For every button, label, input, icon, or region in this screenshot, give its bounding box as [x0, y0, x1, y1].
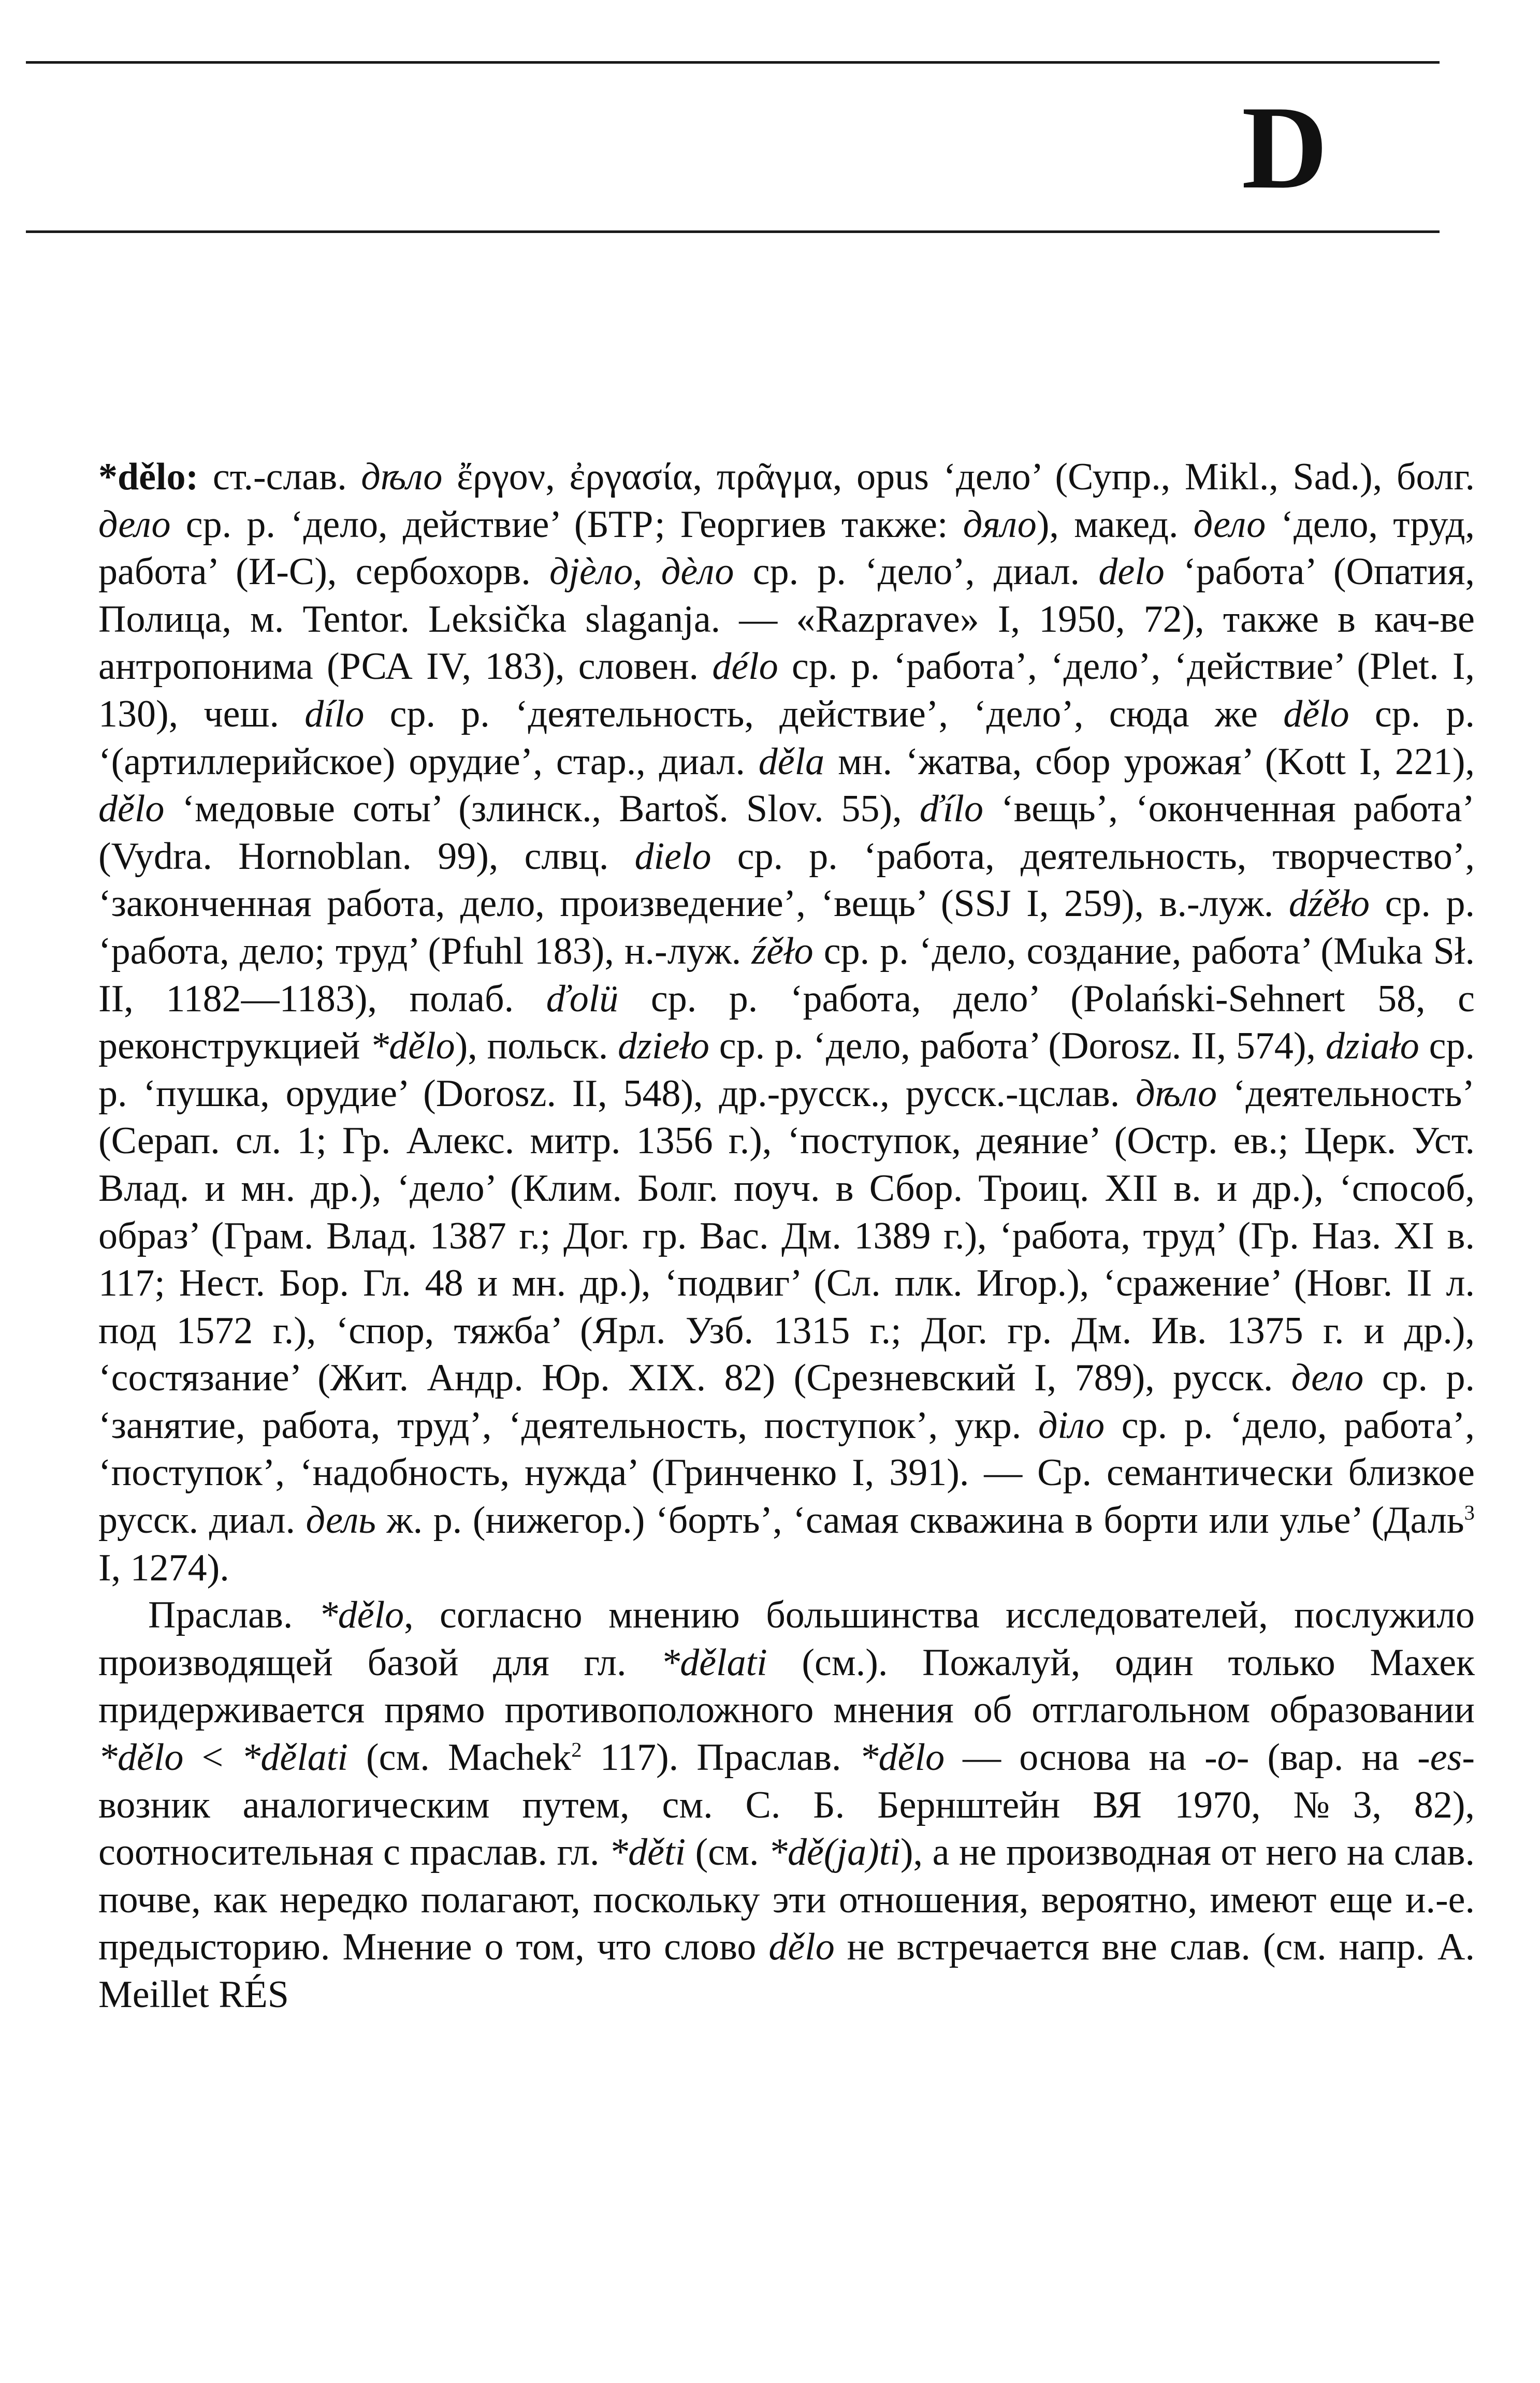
paragraph-1-run: ж. р. (нижегор.) ‘борть’, ‘самая скважина в борти или улье’ (Даль	[375, 1499, 1464, 1542]
paragraph-2-run: <	[183, 1736, 242, 1779]
paragraph-1-run: ďolü	[546, 977, 619, 1020]
paragraph-1-run: ср. р. ‘дело’, диал.	[734, 550, 1099, 593]
paragraph-2-run: *děti	[609, 1831, 686, 1874]
paragraph-1-run: ср. р. ‘работа, дело; труд’ (Pfuhl 183), н.-луж.	[98, 882, 1475, 972]
paragraph-2-run: , согласно мнению большинства исследователей, послужило производящей базой для гл.	[98, 1594, 1475, 1684]
headword: *dělo:	[98, 456, 199, 498]
paragraph-1-run: дело	[1193, 503, 1266, 546]
paragraph-1-run: ср. р. ‘(артиллерийское) орудие’, стар., диал.	[98, 692, 1475, 783]
paragraph-1-run: I, 1274).	[98, 1546, 229, 1589]
paragraph-1-run: ср. р. ‘занятие, работа, труд’, ‘деятельность, поступок’, укр.	[98, 1357, 1475, 1447]
top-rule	[26, 61, 1440, 64]
paragraph-1-run: ср. р. ‘работа, деятельность, творчество’, ‘законченная работа, дело, произведение’, ‘вещь’ (SSJ I, 259), в.-луж.	[98, 835, 1475, 925]
paragraph-2-run: *dělati	[661, 1641, 767, 1684]
section-letter: D	[1241, 81, 1328, 213]
paragraph-1-run: délo	[712, 645, 778, 688]
paragraph-1-run: ср. р. ‘пушка, орудие’ (Dorosz. II, 548), др.-русск., русск.-цслав.	[98, 1025, 1475, 1115]
paragraph-1-run: ср. р. ‘дело, работа’ (Dorosz. II, 574),	[709, 1025, 1326, 1068]
paragraph-1-run: мн. ‘жатва, сбор урожая’ (Kott I, 221),	[824, 740, 1475, 783]
paragraph-1-run: ‘деятельность’ (Серап. сл. 1; Гр. Алекс. митр. 1356 г.), ‘поступок, деяние’ (Остр. ев.; Церк. Уст. Влад. и мн. др.), ‘дело’ (Клим. Болг. поуч. в Сбор. Троиц. XII в. и др.), ‘способ, образ’ (Грам. Влад. 1387 г.; Дог. гр. Вас. Дм. 1389 г.), ‘работа, труд’ (Гр. Наз. XI в. 117; Нест. Бор. Гл. 48 и мн. др.), ‘подвиг’ (Сл. плк. Игор.), ‘сражение’ (Новг. II л. под 1572 г.), ‘спор, тяжба’ (Ярл. Узб. 1315 г.; Дог. гр. Дм. Ив. 1375 г. и др.), ‘состязание’ (Жит. Андр. Юр. XIX. 82) (Срезневский I, 789), русск.	[98, 1072, 1475, 1400]
paragraph-1-run: дѣло	[361, 456, 443, 498]
paragraph-1-run: dzieło	[618, 1025, 709, 1068]
paragraph-2-run: ), а не производная от него на слав. почве, как нередко полагают, поскольку эти отношения, вероятно, имеют еще и.-е. предысторию. Мнение о том, что слово	[98, 1831, 1475, 1969]
paragraph-2-run: Праслав.	[148, 1594, 319, 1637]
paragraph-1-run: ‘дело, труд, работа’ (И-С), сербохорв.	[98, 503, 1475, 593]
paragraph-1-run: źěło	[751, 929, 813, 972]
paragraph-1-run: ст.-слав.	[198, 456, 361, 498]
entry-text-1	[98, 456, 1475, 1589]
paragraph-1-run: delo	[1098, 550, 1165, 593]
paragraph-2-run: (см.). Пожалуй, один только Махек придерживается прямо противоположного мнения об отглагольном образовании	[98, 1641, 1475, 1732]
paragraph-1-run: ср. р. ‘дело, действие’ (БТР; Георгиев также:	[170, 503, 963, 546]
paragraph-1-run: dielo	[634, 835, 711, 878]
paragraph-2-run: *dělo	[859, 1736, 945, 1779]
paragraph-1-run: дело	[1291, 1357, 1364, 1400]
paragraph-1-run: ср. р. ‘дело, создание, работа’ (Muka Sł. II, 1182—1183), полаб.	[98, 929, 1475, 1020]
paragraph-2-run: — основа на	[945, 1736, 1205, 1779]
entry-paragraph-1	[98, 454, 1475, 1592]
paragraph-2-run: *dě(ja)ti	[768, 1831, 900, 1874]
paragraph-2-run: 117). Праслав.	[582, 1736, 860, 1779]
paragraph-2-run: (см. Machek	[347, 1736, 572, 1779]
paragraph-1-run: ďílo	[919, 788, 983, 831]
dictionary-entry	[98, 454, 1475, 2019]
paragraph-2-run: 2	[571, 1738, 582, 1762]
paragraph-1-run: ), макед.	[1036, 503, 1194, 546]
paragraph-1-run: ‘вещь’, ‘оконченная работа’ (Vydra. Hornoblan. 99), слвц.	[98, 788, 1475, 878]
paragraph-2-run: *dělo	[318, 1594, 404, 1637]
paragraph-1-run: děla	[758, 740, 825, 783]
paragraph-1-run: działo	[1325, 1025, 1419, 1068]
paragraph-2-run: возник аналогическим путем, см. С. Б. Бернштейн ВЯ 1970, №3, 82), соотносительная с праслав. гл.	[98, 1783, 1475, 1874]
paragraph-1-run: 3	[1464, 1501, 1475, 1524]
paragraph-1-run: dźěło	[1288, 882, 1370, 925]
paragraph-1-run: дjѐло, дѐло	[549, 550, 734, 593]
paragraph-1-run: ср. р. ‘деятельность, действие’, ‘дело’, сюда же	[364, 692, 1284, 735]
paragraph-2-run: *dělati	[241, 1736, 348, 1779]
paragraph-1-run: дель	[306, 1499, 376, 1542]
paragraph-2-run: не встречается вне слав. (см. напр. A. Meillet RÉS	[98, 1926, 1475, 2016]
paragraph-1-run: *dělo	[370, 1025, 455, 1068]
paragraph-1-run: дяло	[963, 503, 1037, 546]
paragraph-2-run: (см.	[686, 1831, 769, 1874]
paragraph-1-run: dílo	[304, 692, 365, 735]
paragraph-2-run: -es-	[1417, 1736, 1475, 1779]
paragraph-1-run: ‘работа’ (Опатия, Полица, м. Tentor. Leksička slaganja. — «Razprave» I, 1950, 72), также в кач-ве антропонима (РСА IV, 183), словен.	[98, 550, 1475, 688]
paragraph-1-run: ‘медовые соты’ (злинск., Bartoš. Slov. 55),	[164, 788, 920, 831]
header-rule	[26, 230, 1440, 233]
paragraph-1-run: ), польск.	[455, 1025, 618, 1068]
paragraph-1-run: ἔργον, ἐργασία, πρᾶγμα, opus ‘дело’ (Супр., Mikl., Sad.), болг.	[442, 456, 1475, 498]
paragraph-1-run: ср. р. ‘работа, дело’ (Polański-Sehnert 58, с реконструкцией	[98, 977, 1475, 1068]
paragraph-1-run: дѣло	[1136, 1072, 1217, 1115]
paragraph-2-run: (вар. на	[1249, 1736, 1418, 1779]
paragraph-2-run: -o-	[1204, 1736, 1250, 1779]
paragraph-1-run: діло	[1038, 1404, 1105, 1447]
paragraph-2-run: *dělo	[98, 1736, 184, 1779]
paragraph-1-run: ср. р. ‘работа’, ‘дело’, ‘действие’ (Plet. I, 130), чеш.	[98, 645, 1475, 735]
paragraph-1-run: ср. р. ‘дело, работа’, ‘поступок’, ‘надобность, нужда’ (Гринченко I, 391). — Ср. семантически близкое русск. диал.	[98, 1404, 1475, 1542]
paragraph-2-run: dělo	[768, 1926, 835, 1969]
paragraph-1-run: dělo	[1283, 692, 1349, 735]
entry-paragraph-2	[98, 1592, 1475, 2018]
paragraph-1-run: дело	[98, 503, 171, 546]
paragraph-1-run: dělo	[98, 788, 165, 831]
